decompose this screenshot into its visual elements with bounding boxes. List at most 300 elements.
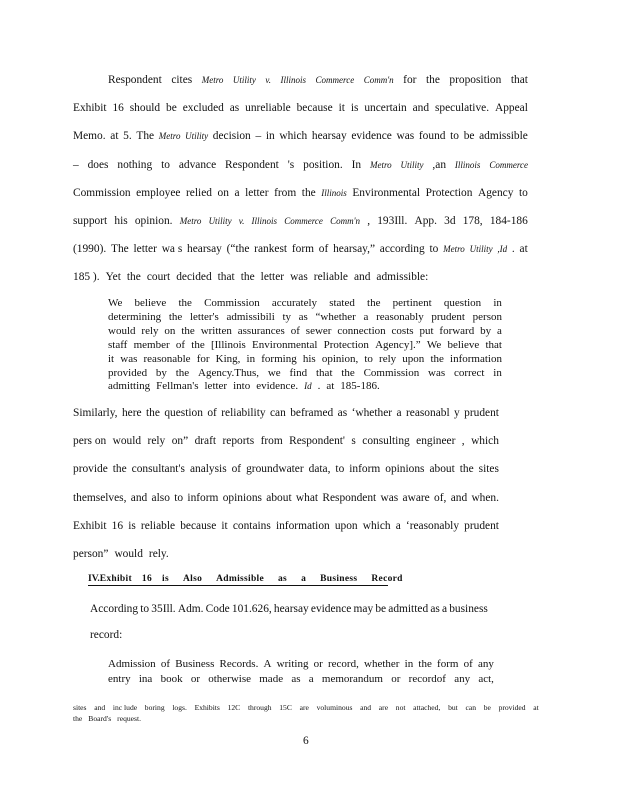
word: be xyxy=(483,703,491,712)
word: by xyxy=(155,366,167,379)
word: in xyxy=(493,366,502,379)
word: at xyxy=(533,703,539,712)
paragraph2-line xyxy=(73,434,499,448)
word: written xyxy=(200,324,232,337)
word: also xyxy=(151,491,170,504)
word: Respondent' xyxy=(289,435,345,448)
word: the xyxy=(425,74,440,86)
word: his xyxy=(302,352,316,365)
word: wa s xyxy=(161,243,183,256)
word: as xyxy=(291,672,301,685)
word: the xyxy=(418,658,432,670)
quote2-line xyxy=(108,672,494,686)
word: person xyxy=(472,310,502,323)
word: 16 xyxy=(141,574,153,584)
word: attached, xyxy=(413,703,441,712)
word: rely. xyxy=(148,548,169,560)
word: record: xyxy=(90,629,123,641)
word: admitted xyxy=(388,603,429,615)
word: or xyxy=(391,672,401,685)
word: admitting xyxy=(108,380,151,393)
word: Admissible xyxy=(216,574,264,584)
word: is xyxy=(128,519,136,532)
word: is xyxy=(162,574,169,584)
section-title xyxy=(100,574,417,584)
word: memorandum xyxy=(321,672,383,685)
word: 184-186 xyxy=(489,215,528,227)
word: A xyxy=(263,658,272,670)
word: of xyxy=(207,407,217,419)
word: the xyxy=(459,463,474,476)
word: 16 xyxy=(111,519,124,532)
word: the xyxy=(112,463,127,476)
word: of, xyxy=(434,491,447,504)
word: Agency].” xyxy=(375,338,421,351)
word: business xyxy=(449,603,488,615)
word: hearsay,” xyxy=(333,243,376,256)
word: member xyxy=(133,338,170,351)
word: of xyxy=(318,243,329,256)
word: beframed xyxy=(290,407,334,419)
word: about xyxy=(429,463,455,476)
word: his xyxy=(114,215,128,227)
word: evidence. xyxy=(256,380,299,393)
word: provide xyxy=(73,463,108,476)
quote1-line xyxy=(108,310,502,324)
word: a xyxy=(301,574,307,584)
word: admissible: xyxy=(376,271,429,284)
word: reports xyxy=(222,435,255,448)
word: at xyxy=(110,130,119,143)
word: correct xyxy=(453,366,485,379)
word: any xyxy=(477,658,494,670)
word: the xyxy=(178,297,192,309)
word: what xyxy=(295,491,319,504)
word: accurately xyxy=(271,297,318,309)
word: 185 ). xyxy=(73,271,100,284)
word: a xyxy=(441,603,448,615)
word: forming xyxy=(261,352,297,365)
word: information xyxy=(450,352,502,365)
quote1-line xyxy=(108,366,502,380)
word: as xyxy=(337,407,348,419)
word: draft xyxy=(194,435,217,448)
word: the xyxy=(430,352,444,365)
word: assurances xyxy=(237,324,285,337)
word: as xyxy=(229,102,240,115)
word: a xyxy=(308,672,314,685)
word: at xyxy=(326,380,335,393)
word: contains xyxy=(232,519,271,532)
word: be xyxy=(375,603,387,615)
word: because xyxy=(296,102,333,115)
word: rely xyxy=(147,435,166,448)
word: in xyxy=(246,352,256,365)
word: analysis xyxy=(189,463,227,476)
word: Respondent xyxy=(108,74,162,86)
word: would xyxy=(108,324,136,337)
word: otherwise xyxy=(208,672,251,685)
word: because xyxy=(180,519,217,532)
word: employee xyxy=(136,186,181,199)
word: Comm'n xyxy=(330,216,360,226)
word: on xyxy=(217,186,229,199)
word: but xyxy=(448,703,458,712)
word: Utility xyxy=(400,159,424,170)
word: Exhibits xyxy=(194,703,220,712)
paragraph2-line xyxy=(73,406,499,420)
word: court xyxy=(146,271,171,284)
word: ,an xyxy=(432,158,447,171)
word: opinion, xyxy=(321,352,359,365)
word: are xyxy=(299,703,309,712)
word: when. xyxy=(471,491,499,504)
word: the xyxy=(168,310,183,323)
word: Protection xyxy=(323,338,369,351)
word: admissibili xyxy=(226,310,275,323)
word: Commerce xyxy=(315,75,355,85)
word: Commission xyxy=(363,366,420,379)
word: find xyxy=(289,366,308,379)
word: Yet xyxy=(105,271,121,284)
word: the xyxy=(181,324,195,337)
word: evidence xyxy=(351,130,392,143)
word: any xyxy=(454,672,471,685)
word: letter's xyxy=(189,310,219,323)
word: for xyxy=(403,74,417,86)
word: be xyxy=(166,102,177,115)
word: may xyxy=(353,603,374,615)
word: “whether xyxy=(315,310,356,323)
word: v. xyxy=(238,216,245,226)
word: of xyxy=(290,324,300,337)
word: Metro xyxy=(369,159,392,170)
word: reasonabl xyxy=(405,407,450,419)
word: a xyxy=(396,407,402,419)
word: (1990). xyxy=(73,243,107,256)
word: reliable xyxy=(313,271,348,284)
word: Commerce xyxy=(489,159,528,170)
word: a xyxy=(234,186,240,199)
paragraph2-line xyxy=(73,547,169,561)
word: Board's xyxy=(88,714,112,723)
word: Exhibit xyxy=(99,574,132,584)
word: 12C xyxy=(227,703,241,712)
word: whether xyxy=(364,658,400,670)
word: evidence xyxy=(310,603,352,615)
word: ina xyxy=(138,672,153,685)
word: decision xyxy=(212,130,251,143)
section-heading xyxy=(88,574,403,586)
word: to xyxy=(335,463,345,476)
word: and xyxy=(360,703,372,712)
word: be xyxy=(463,130,475,143)
word: opinion. xyxy=(134,215,173,227)
word: – xyxy=(73,158,79,171)
word: Illinois xyxy=(321,187,347,198)
word: letter xyxy=(260,271,285,284)
word: Respondent xyxy=(322,491,377,504)
word: unreliable xyxy=(245,102,291,115)
word: entry xyxy=(108,672,131,685)
word: upon xyxy=(402,352,425,365)
word: should xyxy=(129,102,161,115)
word: prudent xyxy=(431,310,465,323)
word: question xyxy=(164,407,203,419)
word: 15C xyxy=(279,703,292,712)
word: 193Ill. xyxy=(377,215,408,227)
word: it xyxy=(108,352,115,365)
word: of xyxy=(463,658,473,670)
word: was xyxy=(120,352,138,365)
word: prudent xyxy=(464,519,499,532)
word: – xyxy=(255,130,262,143)
word: as xyxy=(278,574,288,584)
word: believe xyxy=(134,297,167,309)
word: and xyxy=(412,102,430,115)
quote1-line xyxy=(108,379,380,393)
word: in xyxy=(404,658,414,670)
paragraph1-line xyxy=(73,101,528,115)
footnote-line xyxy=(73,714,141,724)
word: prudent xyxy=(464,407,499,419)
word: to xyxy=(140,603,150,615)
word: decided xyxy=(176,271,212,284)
word: was xyxy=(290,271,308,284)
word: . xyxy=(511,243,515,256)
word: the xyxy=(341,366,355,379)
word: consultant's xyxy=(131,463,185,476)
word: The xyxy=(111,243,129,256)
word: rely xyxy=(141,324,159,337)
word: y xyxy=(454,407,460,419)
word: staff xyxy=(108,338,128,351)
word: In xyxy=(351,158,362,171)
word: Exhibit xyxy=(73,519,107,532)
word: forward xyxy=(439,324,475,337)
word: App. xyxy=(414,215,437,227)
word: information xyxy=(275,519,330,532)
word: can xyxy=(465,703,477,712)
word: sewer xyxy=(305,324,332,337)
paragraph1-line xyxy=(73,129,528,143)
word: opinions xyxy=(222,491,262,504)
word: on xyxy=(164,324,176,337)
word: Agency.Thus, xyxy=(198,366,259,379)
word: Utility xyxy=(232,75,256,85)
word: inform xyxy=(187,491,219,504)
word: in xyxy=(265,130,275,143)
word: the xyxy=(175,366,190,379)
word: for xyxy=(196,352,210,365)
word: of xyxy=(160,658,171,670)
word: 16 xyxy=(112,102,124,115)
page-number: 6 xyxy=(303,735,309,747)
word: Adm. xyxy=(177,603,204,615)
word: Commerce xyxy=(284,216,323,226)
word: 3d xyxy=(444,215,456,227)
word: engineer xyxy=(416,435,456,448)
word: a xyxy=(497,324,502,337)
word: hearsay xyxy=(311,130,347,143)
word: Record xyxy=(371,574,403,584)
word: proposition xyxy=(449,74,502,86)
word: at xyxy=(519,243,528,256)
word: upon xyxy=(334,519,358,532)
word: question xyxy=(443,297,482,309)
word: sites xyxy=(73,703,87,712)
word: to xyxy=(450,130,460,143)
word: the xyxy=(126,271,141,284)
word: put xyxy=(419,324,434,337)
paragraph1-line xyxy=(73,270,428,284)
word: or xyxy=(313,658,323,670)
word: connection xyxy=(337,324,386,337)
word: opinions xyxy=(385,463,425,476)
word: of xyxy=(231,463,242,476)
word: groundwater xyxy=(246,463,304,476)
word: inc lude xyxy=(112,703,138,712)
word: Environmental xyxy=(252,338,318,351)
word: the xyxy=(367,297,381,309)
word: which xyxy=(362,519,391,532)
word: v. xyxy=(265,75,271,85)
word: reliable xyxy=(140,519,176,532)
word: themselves, xyxy=(73,491,127,504)
word: which xyxy=(471,435,499,448)
word: Commission xyxy=(73,186,131,199)
word: from xyxy=(260,435,283,448)
word: person” xyxy=(73,548,109,560)
word: hearsay xyxy=(273,603,309,615)
word: 's xyxy=(287,158,295,171)
word: advance xyxy=(178,158,217,171)
word: 35Ill. xyxy=(151,603,176,615)
word: letter xyxy=(245,186,269,199)
word: is xyxy=(350,102,359,115)
footnote-line xyxy=(73,703,539,713)
word: believe xyxy=(447,338,480,351)
word: [Illinois xyxy=(210,338,246,351)
word: provided xyxy=(498,703,526,712)
word: Utility xyxy=(469,244,493,255)
word: book xyxy=(160,672,183,685)
word: we xyxy=(267,366,281,379)
word: would xyxy=(114,548,143,560)
word: Agency xyxy=(478,186,514,199)
word: recordof xyxy=(408,672,446,685)
word: boring xyxy=(144,703,165,712)
paragraph2-line xyxy=(73,519,499,533)
word: the xyxy=(301,186,316,199)
word: are xyxy=(378,703,389,712)
word: Comm'n xyxy=(363,75,394,85)
word: reasonably xyxy=(376,310,424,323)
word: act, xyxy=(478,672,494,685)
word: , xyxy=(461,435,465,448)
word: s xyxy=(351,435,356,448)
word: position. xyxy=(303,158,343,171)
word: according xyxy=(379,243,425,256)
paragraph1-line xyxy=(108,73,528,87)
word: Illinois xyxy=(251,216,278,226)
word: not xyxy=(395,703,406,712)
word: Metro xyxy=(179,216,202,226)
word: 5. xyxy=(123,130,132,143)
word: 185-186. xyxy=(340,380,380,393)
word: on” xyxy=(171,435,189,448)
word: the xyxy=(145,407,160,419)
word: it xyxy=(338,102,345,115)
word: was xyxy=(428,366,446,379)
word: Id xyxy=(304,381,312,392)
word: to xyxy=(161,158,170,171)
word: here xyxy=(121,407,142,419)
word: Similarly, xyxy=(73,407,118,419)
word: ‘reasonably xyxy=(405,519,460,532)
word: ‘whether xyxy=(351,407,393,419)
word: form xyxy=(291,243,314,256)
word: 178, xyxy=(462,215,483,227)
paragraph1-line xyxy=(73,214,528,228)
paragraph2-line xyxy=(73,491,499,505)
word: (“the xyxy=(226,243,250,256)
word: through xyxy=(247,703,272,712)
word: letter xyxy=(204,380,228,393)
word: stated xyxy=(329,297,355,309)
word: , xyxy=(367,215,371,227)
word: about xyxy=(266,491,292,504)
word: The xyxy=(136,130,155,143)
word: request. xyxy=(117,714,141,723)
word: voluminous xyxy=(316,703,353,712)
word: the xyxy=(240,271,255,284)
word: Fellman's xyxy=(156,380,199,393)
word: and xyxy=(353,271,371,284)
word: According xyxy=(90,603,139,615)
word: Illinois xyxy=(454,159,481,170)
word: and xyxy=(94,703,106,712)
word: Protection xyxy=(425,186,473,199)
quote2-line xyxy=(108,657,494,671)
word: in xyxy=(493,297,502,309)
word: that xyxy=(316,366,333,379)
quote1-line xyxy=(108,338,502,352)
word: that xyxy=(217,271,235,284)
word: Metro xyxy=(201,75,224,85)
word: form xyxy=(437,658,459,670)
word: can xyxy=(269,407,286,419)
word: Code xyxy=(205,603,230,615)
word: Environmental xyxy=(352,186,421,199)
word: was xyxy=(396,130,415,143)
word: does xyxy=(87,158,109,171)
word: determining xyxy=(108,310,162,323)
word: record, xyxy=(328,658,359,670)
paragraph2-line xyxy=(73,462,499,476)
word: as xyxy=(430,603,440,615)
word: reasonable xyxy=(143,352,191,365)
word: Business xyxy=(320,574,358,584)
word: ,Id xyxy=(497,244,508,255)
word: letter xyxy=(133,243,157,256)
word: from xyxy=(274,186,297,199)
word: admissible xyxy=(479,130,528,143)
paragraph3-line xyxy=(90,628,122,642)
word: Utility xyxy=(185,131,209,142)
word: Admission xyxy=(108,658,156,670)
word: would xyxy=(112,435,142,448)
